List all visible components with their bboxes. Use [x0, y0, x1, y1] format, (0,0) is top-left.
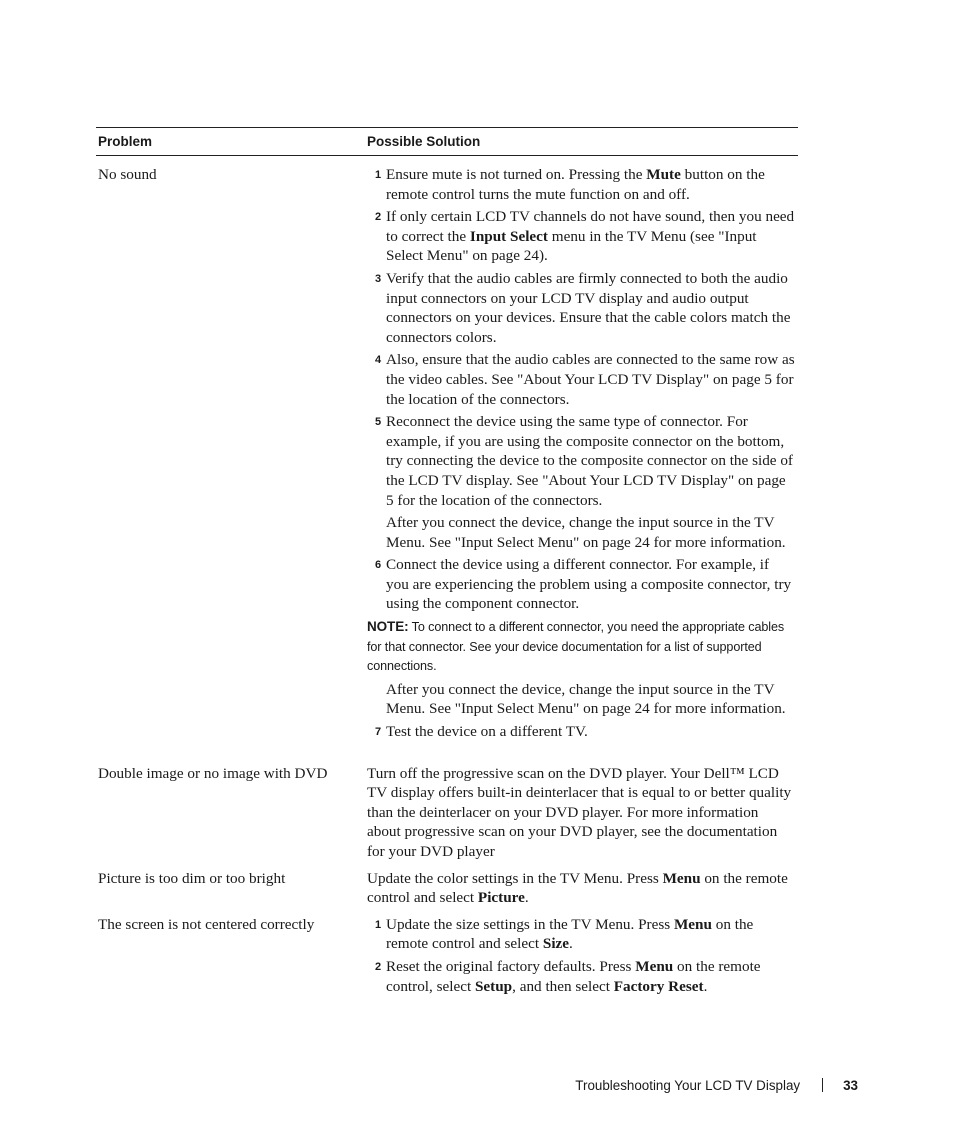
solution-step — [367, 722, 795, 742]
text-run: button on the remote control turns the mute function on and off. — [386, 166, 765, 203]
keyword: Factory Reset — [613, 977, 704, 995]
note-text: To connect to a different connector, you need the appropriate cables for that connector. See your device documentation for a list of supported connections. — [367, 620, 785, 674]
table-row — [96, 869, 798, 908]
step-number: 6 — [375, 559, 382, 572]
text-run: Reset the original factory defaults. Press — [386, 957, 636, 975]
text-run: . — [524, 889, 529, 907]
note-block — [367, 617, 795, 677]
solution-paragraph — [367, 869, 795, 908]
problem-cell: No sound — [98, 166, 157, 183]
step-number: 1 — [375, 918, 382, 931]
keyword: Size — [542, 935, 570, 953]
solution-step — [367, 555, 795, 614]
header-problem: Problem — [98, 134, 153, 149]
text-run: Also, ensure that the audio cables are connected to the same row as the video cables. See "About Your LCD TV Display" on page 5 for the location of the connectors. — [386, 351, 795, 408]
page-number: 33 — [843, 1078, 858, 1093]
text-run: on the remote control and select — [367, 869, 788, 907]
table-row — [96, 764, 798, 862]
solution-cell — [367, 165, 795, 742]
solution-step — [367, 350, 795, 409]
table-row — [96, 165, 798, 742]
problem-cell: Picture is too dim or too bright — [98, 869, 286, 887]
step-number: 1 — [375, 169, 382, 181]
troubleshooting-table — [96, 127, 798, 999]
problem-cell: The screen is not centered correctly — [98, 915, 315, 933]
solution-step — [367, 957, 795, 996]
text-run: Ensure mute is not turned on. Pressing the — [386, 166, 647, 183]
text-run: . — [703, 977, 708, 995]
step-number: 4 — [375, 354, 382, 367]
table-row — [96, 915, 798, 996]
solution-cell — [367, 915, 795, 996]
note-label: NOTE: — [367, 619, 409, 635]
keyword: Mute — [646, 166, 681, 183]
header-possible-solution: Possible Solution — [367, 134, 481, 149]
keyword: Menu — [635, 957, 674, 975]
solution-cell — [367, 869, 795, 908]
text-run: Verify that the audio cables are firmly connected to both the audio input connectors on your LCD TV display and audio output connectors on your devices. Ensure that the cable colors match the connectors colors. — [386, 269, 791, 346]
text-run: . — [569, 935, 573, 953]
step-number: 7 — [375, 726, 382, 739]
text-run: on the remote control and select — [386, 915, 754, 953]
text-run: Update the color settings in the TV Menu. Press — [367, 869, 663, 887]
step-followup-paragraph: After you connect the device, change the input source in the TV Menu. See "Input Select Menu" on page 24 for more information. — [386, 514, 786, 551]
step-number: 3 — [375, 272, 382, 285]
keyword: Menu — [673, 915, 712, 933]
solution-step — [367, 915, 795, 954]
text-run: Test the device on a different TV. — [386, 723, 588, 741]
text-run: Update the size settings in the TV Menu. Press — [386, 915, 674, 933]
text-run: Connect the device using a different connector. For example, if you are experiencing the problem using a composite connector, try using the component connector. — [386, 556, 792, 613]
step-number: 2 — [375, 960, 382, 973]
solution-step — [367, 207, 795, 266]
step-number: 2 — [375, 211, 382, 224]
table-header — [96, 127, 798, 156]
step-followup-paragraph: After you connect the device, change the input source in the TV Menu. See "Input Select Menu" on page 24 for more information. — [386, 680, 786, 718]
problem-cell: Double image or no image with DVD — [98, 764, 328, 782]
page-footer — [575, 1076, 858, 1096]
solution-step — [367, 165, 795, 204]
footer-section-title: Troubleshooting Your LCD TV Display — [575, 1078, 801, 1093]
text-run: on the remote control, select — [386, 957, 761, 995]
footer-divider — [822, 1078, 823, 1092]
keyword: Picture — [477, 889, 525, 907]
table-body — [96, 165, 798, 996]
keyword: Input Select — [469, 227, 548, 245]
step-number: 5 — [375, 416, 382, 429]
solution-step — [367, 412, 795, 510]
solution-step — [367, 269, 795, 347]
solution-paragraph: Turn off the progressive scan on the DVD player. Your Dell™ LCD TV display offers built-in deinterlacer that is equal to or better quality than the deinterlacer on your DVD player. For more information about progressive scan on your DVD player, see the documentation for your DVD player — [367, 764, 792, 860]
text-run: Reconnect the device using the same type of connector. For example, if you are using the composite connector on the bottom, try connecting the device to the composite connector on the side of the LCD TV display. See "About Your LCD TV Display" on page 5 for the location of the connectors. — [386, 413, 793, 509]
keyword: Menu — [662, 869, 701, 887]
solution-cell — [367, 764, 795, 862]
text-run: menu in the TV Menu (see "Input Select Menu" on page 24). — [386, 227, 757, 265]
text-run: , and then select — [512, 977, 614, 995]
text-run: If only certain LCD TV channels do not have sound, then you need to correct the — [386, 208, 795, 245]
keyword: Setup — [474, 977, 513, 995]
